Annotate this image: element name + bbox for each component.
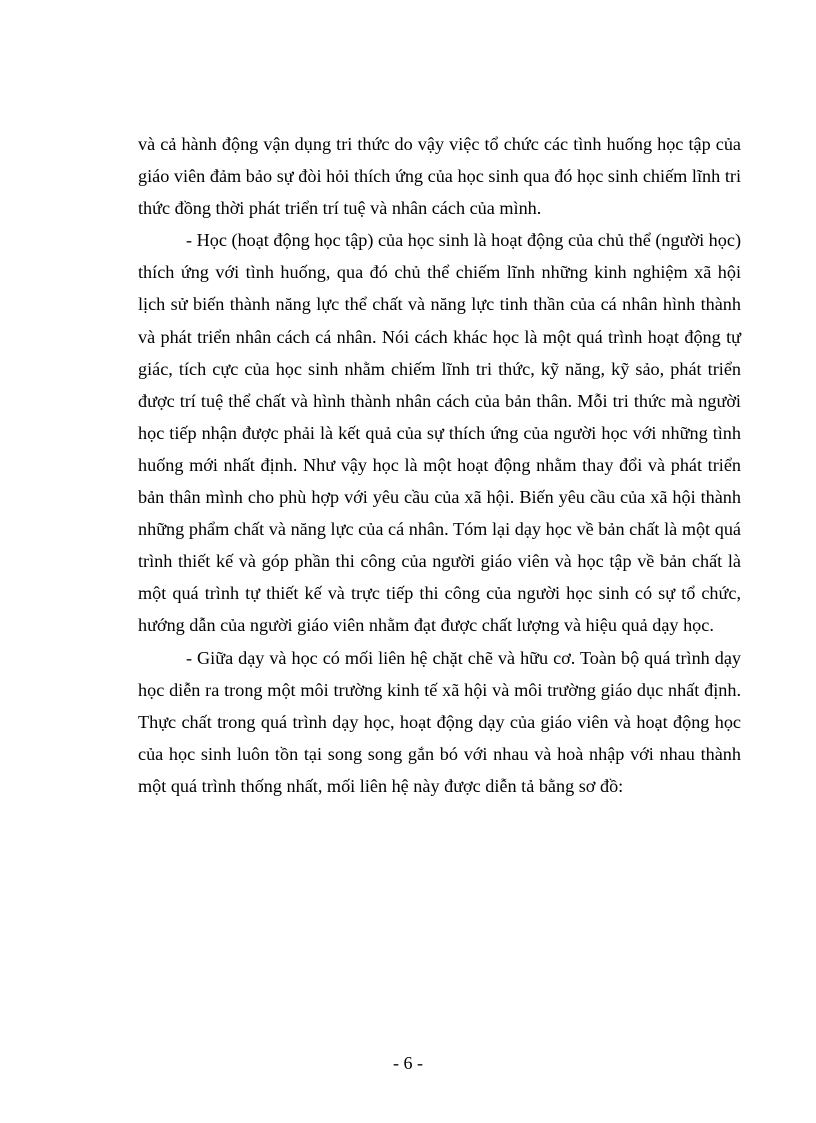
paragraph-hoc: - Học (hoạt động học tập) của học sinh là hoạt động của chủ thể (người học) thích ứng với tình huống, qua đó chủ thể chiếm lĩnh những kinh nghiệm xã hội lịch sử biến thành năng lực thể chất và năng lực tinh thần của cá nhân hình thành và phát triển nhân cách cá nhân. Nói cách khác học là một quá trình hoạt động tự giác, tích cực của học sinh nhằm chiếm lĩnh tri thức, kỹ năng, kỹ sảo, phát triển được trí tuệ thể chất và hình thành nhân cách của bản thân. Mỗi tri thức mà người học tiếp nhận được phải là kết quả của sự thích ứng của người học với những tình huống mới nhất định. Như vậy học là một hoạt động nhằm thay đổi và phát triển bản thân mình cho phù hợp với yêu cầu của xã hội. Biến yêu cầu của xã hội thành những phẩm chất và năng lực của cá nhân. Tóm lại dạy học về bản chất là một quá trình thiết kế và góp phần thi công của người giáo viên và học tập về bản chất là một quá trình tự thiết kế và trực tiếp thi công của người học sinh có sự tổ chức, hướng dẫn của người giáo viên nhằm đạt được chất lượng và hiệu quả dạy học. xyxy=(138,230,741,636)
paragraph-continuation: và cả hành động vận dụng tri thức do vậy việc tổ chức các tình huống học tập của giáo viên đảm bảo sự đòi hỏi thích ứng của học sinh qua đó học sinh chiếm lĩnh tri thức đồng thời phát triển trí tuệ và nhân cách của mình. xyxy=(138,134,741,219)
body-text xyxy=(138,128,741,802)
page-number: - 6 - xyxy=(393,1053,423,1073)
paragraph-day-va-hoc: - Giữa dạy và học có mối liên hệ chặt chẽ và hữu cơ. Toàn bộ quá trình dạy học diễn ra trong một môi trường kinh tế xã hội và môi trường giáo dục nhất định. Thực chất trong quá trình dạy học, hoạt động dạy của giáo viên và hoạt động học của học sinh luôn tồn tại song song gắn bó với nhau và hoà nhập với nhau thành một quá trình thống nhất, mối liên hệ này được diễn tả bằng sơ đồ: xyxy=(138,647,741,796)
